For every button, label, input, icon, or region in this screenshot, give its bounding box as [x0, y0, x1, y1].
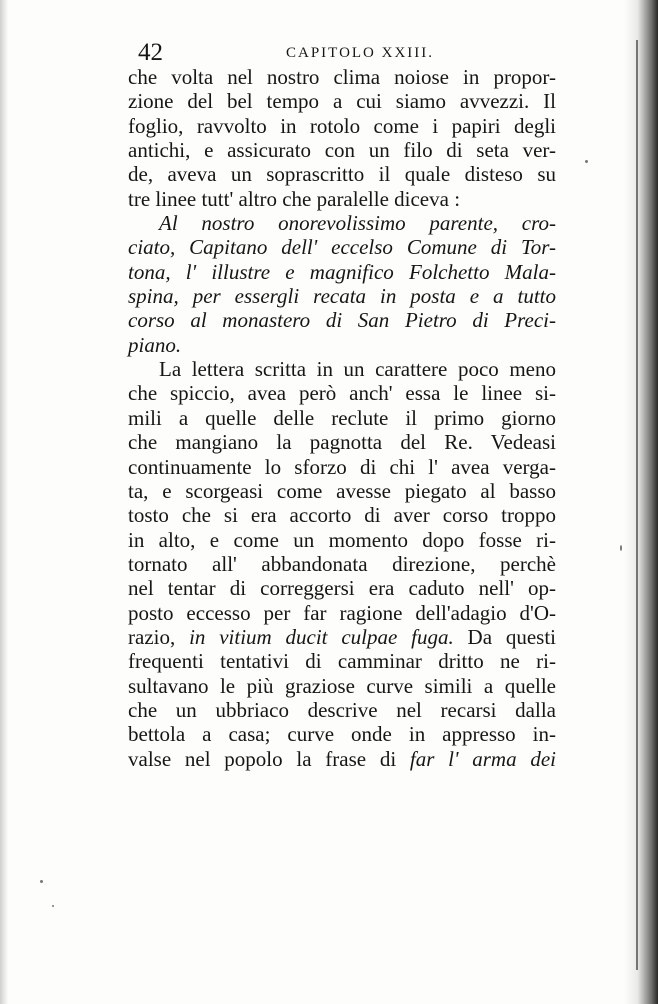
text-line: tosto che si era accorto di aver corso troppo — [128, 503, 556, 528]
text-run: razio, — [128, 624, 176, 649]
text-line: nel tentar di correggersi era caduto nell' op- — [128, 576, 556, 601]
text-line: mili a quelle delle reclute il primo giorno — [128, 405, 556, 430]
text-line: in alto, e come un momento dopo fosse ri- — [128, 527, 556, 552]
address-line: spina, per essergli recata in posta e a tutto — [128, 284, 556, 309]
text-line: antichi, e assicurato con un filo di seta ver- — [128, 138, 556, 163]
paper-speck — [52, 905, 54, 907]
text-line: La lettera scritta in un carattere poco meno — [159, 357, 556, 382]
text-run: Da questi — [467, 624, 557, 649]
page-left-shadow — [0, 0, 8, 1004]
paper-speck — [620, 545, 622, 551]
text-line-mixed — [128, 625, 556, 649]
latin-quote: in vitium ducit culpae fuga. — [189, 624, 454, 649]
text-run: valse nel popolo la frase di — [128, 746, 397, 771]
text-line: che mangiano la pagnotta del Re. Vedeasi — [128, 430, 556, 455]
address-line: tona, l' illustre e magnifico Folchetto Mala- — [128, 259, 556, 284]
text-line: sultavano le più graziose curve simili a quelle — [128, 673, 556, 698]
text-line: bettola a casa; curve onde in appresso in- — [128, 722, 556, 747]
text-line: tre linee tutt' altro che paralelle diceva : — [128, 186, 461, 211]
text-line-mixed — [128, 747, 556, 771]
body-text — [128, 65, 556, 771]
running-head: CAPITOLO XXIII. — [286, 45, 435, 61]
italic-phrase: far l' arma dei — [409, 746, 556, 771]
page-right-edge — [624, 0, 658, 1004]
text-line: foglio, ravvolto in rotolo come i papiri degli — [128, 113, 556, 138]
page-header — [138, 38, 558, 68]
text-line: continuamente lo sforzo di chi l' avea verga- — [128, 454, 556, 479]
address-line: Al nostro onorevolissimo parente, cro- — [159, 211, 556, 236]
address-line: corso al monastero di San Pietro di Preci- — [128, 308, 556, 333]
address-line: ciato, Capitano dell' eccelso Comune di Tor- — [128, 235, 556, 260]
text-line: che volta nel nostro clima noiose in propor- — [128, 65, 556, 89]
text-line: zione del bel tempo a cui siamo avvezzi. Il — [128, 89, 556, 114]
address-line: piano. — [128, 332, 182, 357]
paper-speck — [40, 880, 43, 883]
text-line: che spiccio, avea però anch' essa le linee si- — [128, 381, 556, 406]
page-edge-line — [636, 40, 638, 970]
text-line: tornato all' abbandonata direzione, perchè — [128, 551, 556, 576]
text-line: ta, e scorgeasi come avesse piegato al basso — [128, 478, 556, 503]
text-line: che un ubbriaco descrive nel recarsi dalla — [128, 697, 556, 722]
text-line: de, aveva un soprascritto il quale disteso su — [128, 162, 556, 187]
text-line: posto eccesso per far ragione dell'adagio d'O- — [128, 600, 556, 625]
text-line: frequenti tentativi di camminar dritto ne ri- — [128, 649, 556, 674]
page-number: 42 — [138, 39, 163, 66]
paper-speck — [585, 160, 588, 163]
